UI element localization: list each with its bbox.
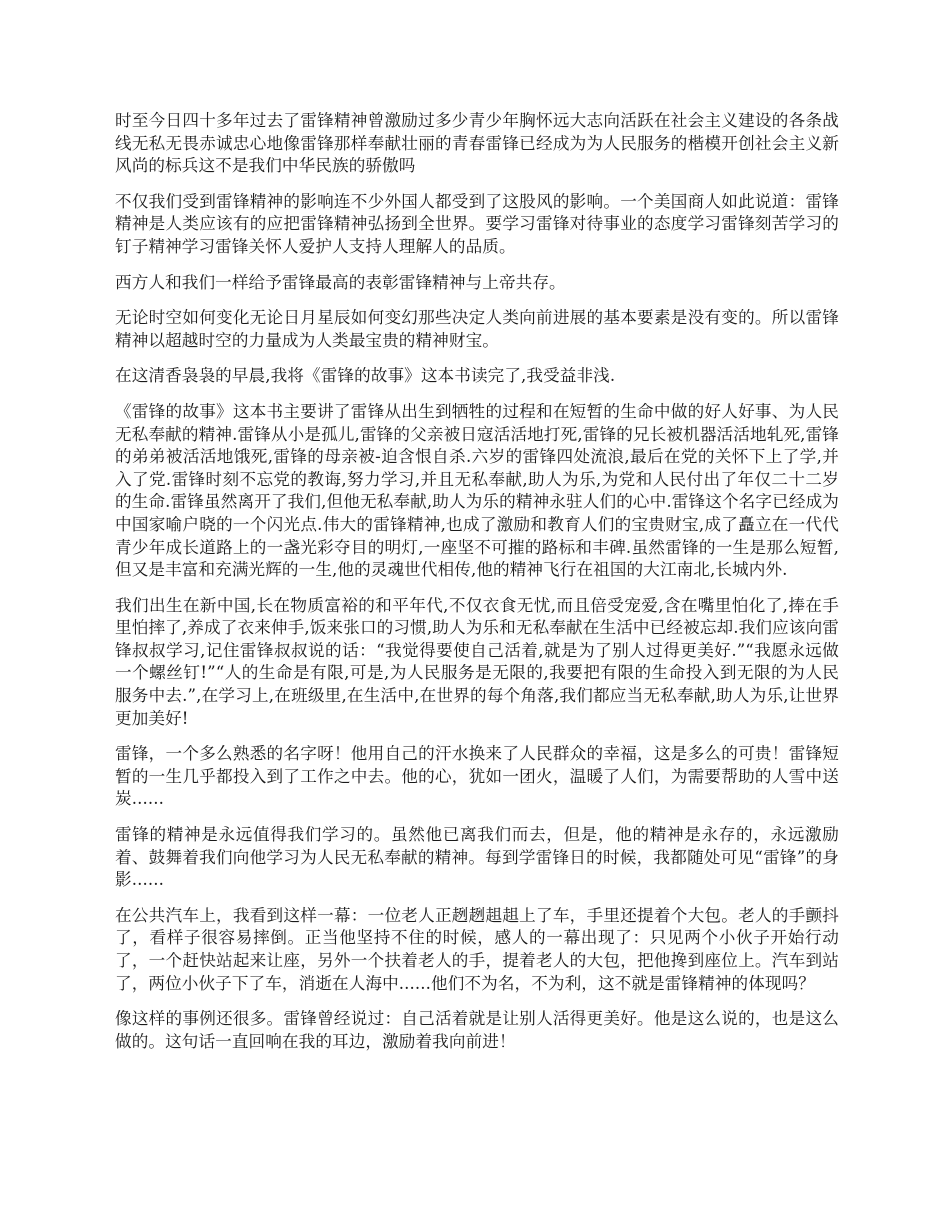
paragraph: 雷锋，一个多么熟悉的名字呀！他用自己的汗水换来了人民群众的幸福，这是多么的可贵！雷锋短暂的一生几乎都投入到了工作之中去。他的心，犹如一团火，温暖了人们，为需要帮助的人雪中送炭...... [115, 744, 839, 809]
paragraph: 时至今日四十多年过去了雷锋精神曾激励过多少青少年胸怀远大志向活跃在社会主义建设的各条战线无私无畏赤诚忠心地像雷锋那样奉献壮丽的青春雷锋已经成为为人民服务的楷模开创社会主义新风尚的标兵这不是我们中华民族的骄傲吗 [115, 111, 839, 176]
paragraph: 雷锋的精神是永远值得我们学习的。虽然他已离我们而去，但是，他的精神是永存的，永远激励着、鼓舞着我们向他学习为人民无私奉献的精神。每到学雷锋日的时候，我都随处可见“雷锋”的身影...... [115, 825, 839, 890]
document-body [115, 110, 839, 1066]
paragraph: 像这样的事例还很多。雷锋曾经说过：自己活着就是让别人活得更美好。他是这么说的，也是这么做的。这句话一直回响在我的耳边，激励着我向前进！ [115, 1009, 839, 1051]
paragraph: 无论时空如何变化无论日月星辰如何变幻那些决定人类向前进展的基本要素是没有变的。所以雷锋精神以超越时空的力量成为人类最宝贵的精神财宝。 [115, 308, 839, 350]
paragraph: 在公共汽车上，我看到这样一幕：一位老人正趔趔趄趄上了车，手里还提着个大包。老人的手颤抖了，看样子很容易摔倒。正当他坚持不住的时候，感人的一幕出现了：只见两个小伙子开始行动了，一个赶快站起来让座，另外一个扶着老人的手，提着老人的大包，把他搀到座位上。汽车到站了，两位小伙子下了车，消逝在人海中......他们不为名，不为利，这不就是雷锋精神的体现吗？ [115, 905, 839, 993]
paragraph: 不仅我们受到雷锋精神的影响连不少外国人都受到了这股风的影响。一个美国商人如此说道：雷锋精神是人类应该有的应把雷锋精神弘扬到全世界。要学习雷锋对待事业的态度学习雷锋刻苦学习的钉子精神学习雷锋关怀人爱护人支持人理解人的品质。 [115, 191, 839, 256]
paragraph: 西方人和我们一样给予雷锋最高的表彰雷锋精神与上帝共存。 [115, 272, 566, 292]
paragraph: 在这清香袅袅的早晨,我将《雷锋的故事》这本书读完了,我受益非浅. [115, 366, 616, 386]
paragraph: 我们出生在新中国,长在物质富裕的和平年代,不仅衣食无忧,而且倍受宠爱,含在嘴里怕化了,捧在手里怕摔了,养成了衣来伸手,饭来张口的习惯,助人为乐和无私奉献在生活中已经被忘却.我们应该向雷锋叔叔学习,记住雷锋叔叔说的话：“我觉得要使自己活着,就是为了别人过得更美好.”“我愿永远做一个螺丝钉!”“人的生命是有限,可是,为人民服务是无限的,我要把有限的生命投入到无限的为人民服务中去.”,在学习上,在班级里,在生活中,在世界的每个角落,我们都应当无私奉献,助人为乐,让世界更加美好! [115, 595, 839, 728]
paragraph: 《雷锋的故事》这本书主要讲了雷锋从出生到牺牲的过程和在短暂的生命中做的好人好事、为人民无私奉献的精神.雷锋从小是孤儿,雷锋的父亲被日寇活活地打死,雷锋的兄长被机器活活地轧死,雷锋的弟弟被活活地饿死,雷锋的母亲被-迫含恨自杀.六岁的雷锋四处流浪,最后在党的关怀下上了学,并入了党.雷锋时刻不忘党的教诲,努力学习,并且无私奉献,助人为乐,为党和人民付出了年仅二十二岁的生命.雷锋虽然离开了我们,但他无私奉献,助人为乐的精神永驻人们的心中.雷锋这个名字已经成为中国家喻户晓的一个闪光点.伟大的雷锋精神,也成了激励和教育人们的宝贵财宝,成了矗立在一代代青少年成长道路上的一盏光彩夺目的明灯,一座坚不可摧的路标和丰碑.虽然雷锋的一生是那么短暂,但又是丰富和充满光辉的一生,他的灵魂世代相传,他的精神飞行在祖国的大江南北,长城内外. [115, 401, 839, 580]
